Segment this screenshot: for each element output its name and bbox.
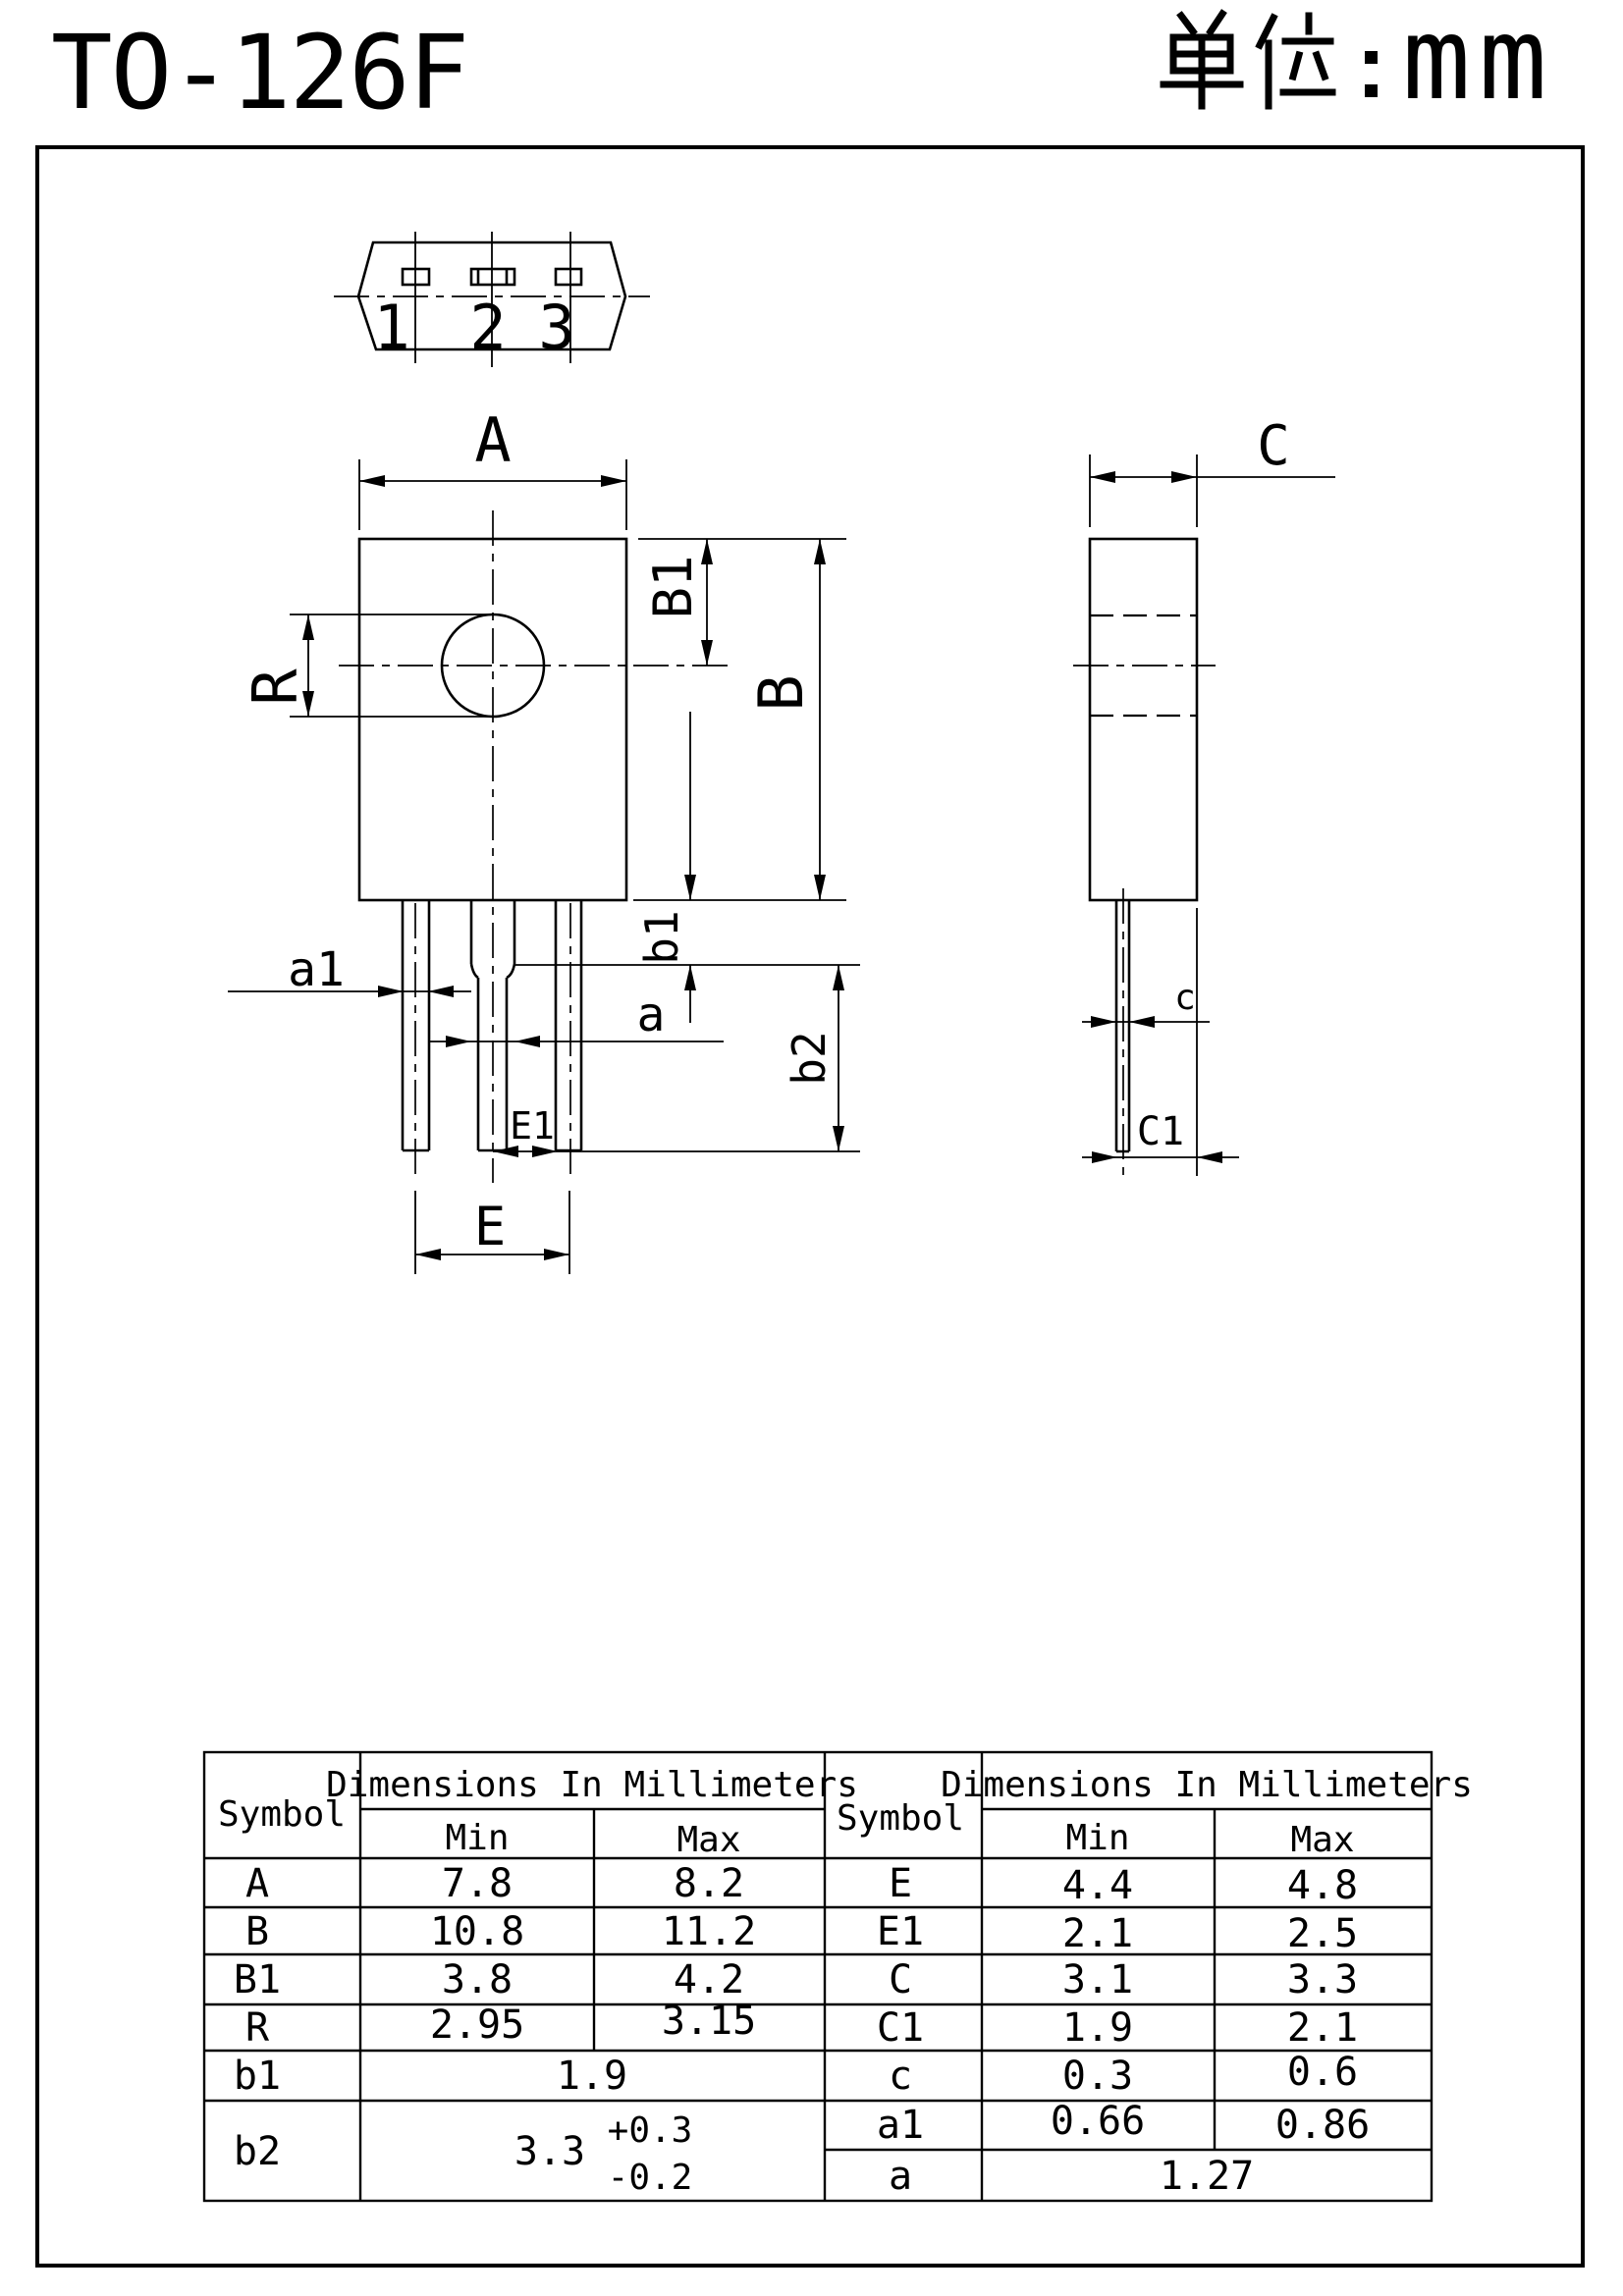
dim-label-C: C bbox=[1257, 414, 1290, 478]
col-header-max: Max bbox=[1290, 1820, 1355, 1860]
dim-label-E: E bbox=[473, 1196, 507, 1257]
cell-min: 3.1 bbox=[1061, 1957, 1134, 2002]
cell-symbol: B bbox=[244, 1909, 270, 1954]
cell-min: 10.8 bbox=[429, 1909, 525, 1954]
dim-label-a1: a1 bbox=[288, 942, 345, 997]
cell-min: 2.1 bbox=[1061, 1911, 1134, 1956]
cell-max: 3.3 bbox=[1286, 1957, 1359, 2002]
lead3-section bbox=[556, 269, 581, 285]
cell-max: 0.6 bbox=[1286, 2050, 1359, 2095]
package-body-side bbox=[1090, 539, 1197, 900]
cell-value: 3.3 bbox=[514, 2129, 586, 2174]
cell-symbol: E1 bbox=[876, 1909, 925, 1954]
table-border bbox=[204, 1752, 1432, 2201]
cell-max: 2.5 bbox=[1286, 1911, 1359, 1956]
col-header-min: Min bbox=[1065, 1818, 1130, 1858]
table-row bbox=[234, 2054, 627, 2099]
cell-min: 0.3 bbox=[1061, 2054, 1134, 2099]
table-row bbox=[889, 2050, 1358, 2099]
col-header-dimensions: Dimensions In Millimeters bbox=[326, 1765, 858, 1805]
cell-min: 2.95 bbox=[429, 2002, 525, 2048]
table-row bbox=[245, 1909, 756, 1954]
table-row bbox=[877, 1909, 1358, 1956]
front-view bbox=[228, 404, 860, 1274]
cell-max: 3.15 bbox=[661, 1999, 757, 2044]
cell-min: 1.9 bbox=[1061, 2005, 1134, 2051]
unit-value: mm bbox=[1402, 0, 1555, 126]
side-view bbox=[1073, 414, 1335, 1176]
table-row bbox=[877, 2005, 1358, 2051]
cell-tolerance-minus: -0.2 bbox=[607, 2158, 693, 2198]
col-header-dimensions: Dimensions In Millimeters bbox=[941, 1765, 1473, 1805]
col-header-symbol: Symbol bbox=[836, 1798, 965, 1839]
cell-symbol: C bbox=[888, 1957, 913, 2002]
table-row bbox=[234, 1957, 744, 2002]
dim-label-b2: b2 bbox=[783, 1031, 836, 1086]
table-row bbox=[889, 1861, 1358, 1908]
table-row bbox=[877, 2099, 1370, 2148]
colon-dot bbox=[1365, 51, 1378, 64]
col-header-symbol: Symbol bbox=[217, 1794, 347, 1835]
cell-symbol: A bbox=[244, 1861, 270, 1906]
cell-symbol: a bbox=[888, 2154, 913, 2199]
cell-value: 1.9 bbox=[556, 2054, 628, 2099]
cell-max: 4.2 bbox=[673, 1957, 745, 2002]
cell-symbol: a1 bbox=[876, 2103, 925, 2148]
cell-tolerance-plus: +0.3 bbox=[607, 2110, 693, 2151]
dim-label-E1: E1 bbox=[510, 1104, 555, 1148]
page-title: TO-126F bbox=[51, 13, 468, 133]
table-row bbox=[245, 1861, 744, 1906]
dimensions-table bbox=[204, 1752, 1473, 2201]
col-header-max: Max bbox=[676, 1820, 741, 1860]
cell-symbol: b2 bbox=[233, 2129, 282, 2174]
cell-symbol: E bbox=[888, 1861, 913, 1906]
cell-max: 4.8 bbox=[1286, 1863, 1359, 1908]
table-row bbox=[889, 2154, 1254, 2199]
dim-label-a: a bbox=[636, 988, 666, 1042]
dim-label-R: R bbox=[240, 668, 311, 706]
cell-min: 7.8 bbox=[441, 1861, 514, 1906]
colon-dot bbox=[1365, 84, 1378, 97]
cell-value: 1.27 bbox=[1159, 2154, 1255, 2199]
pin2-number: 2 bbox=[469, 292, 507, 363]
table-row bbox=[889, 1957, 1358, 2002]
cell-max: 2.1 bbox=[1286, 2005, 1359, 2051]
cell-min: 3.8 bbox=[441, 1957, 514, 2002]
cell-symbol: C1 bbox=[876, 2005, 925, 2051]
unit-label-cn bbox=[1163, 14, 1378, 106]
cell-min: 4.4 bbox=[1061, 1863, 1134, 1908]
cell-symbol: R bbox=[244, 2005, 270, 2051]
dim-label-B: B bbox=[745, 674, 817, 712]
cell-max: 8.2 bbox=[673, 1861, 745, 1906]
cell-min: 0.66 bbox=[1050, 2099, 1146, 2144]
table-row bbox=[245, 1999, 756, 2051]
cell-symbol: b1 bbox=[233, 2054, 282, 2099]
dim-label-b1: b1 bbox=[635, 910, 688, 965]
cell-symbol: B1 bbox=[233, 1957, 282, 2002]
cell-max: 11.2 bbox=[661, 1909, 757, 1954]
col-header-min: Min bbox=[445, 1818, 510, 1858]
pin1-number: 1 bbox=[373, 292, 410, 363]
dim-label-C1: C1 bbox=[1136, 1109, 1185, 1154]
table-row bbox=[234, 2110, 692, 2198]
top-view bbox=[334, 232, 650, 367]
cell-max: 0.86 bbox=[1274, 2103, 1371, 2148]
pin3-number: 3 bbox=[538, 292, 575, 363]
cell-symbol: c bbox=[888, 2054, 913, 2099]
dim-label-c: c bbox=[1174, 978, 1196, 1018]
dim-label-B1: B1 bbox=[642, 555, 704, 619]
dim-label-A: A bbox=[474, 404, 512, 476]
